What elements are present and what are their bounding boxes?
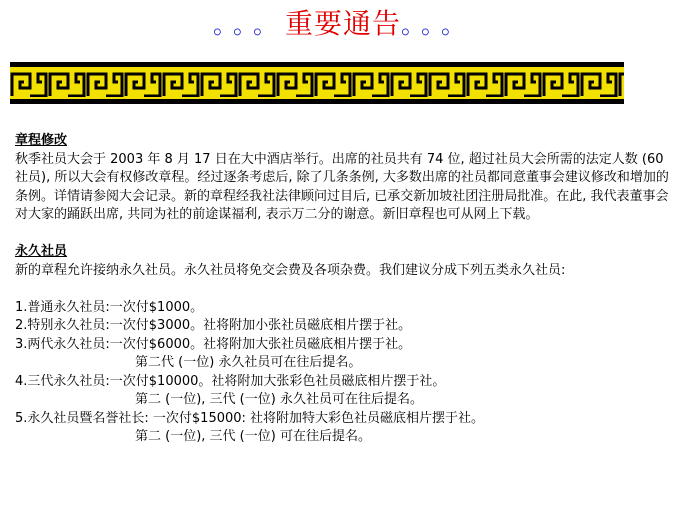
membership-item-3-note: 第二代 (一位) 永久社员可在往后提名。	[135, 355, 362, 370]
section-heading-charter: 章程修改	[15, 133, 68, 148]
spacer	[15, 225, 675, 244]
title-dots-right: 。。。	[401, 11, 473, 39]
membership-item-3: 3.两代永久社员:一次付$6000。社将附加大张社员磁底相片摆于社。	[15, 336, 412, 352]
section-heading-permanent-members: 永久社员	[15, 244, 68, 259]
section-body-charter: 秋季社员大会于 2003 年 8 月 17 日在大中酒店举行。出席的社员共有 74 位, 超过社员大会所需的法定人数 (60 社员), 所以大会有权修改章程。经过逐条考虑后, 除了几条条例, 大多数出席的社员都同意董事会建议修改和增加的条例。详情请参阅大会记录。新的章程经我社法律顾问过目后, 已承交新加坡社团注册局批准。在此, 我代表董事会对大家的踊跃出席, 共同为社的前途谋福利, 表示万二分的谢意。新旧章程也可从网上下载。	[15, 151, 669, 222]
spacer	[15, 280, 675, 299]
membership-item-4-note: 第二 (一位), 三代 (一位) 永久社员可在往后提名。	[135, 392, 423, 407]
title-text: 重要通告	[284, 7, 401, 40]
decorative-border-banner	[10, 62, 624, 104]
membership-item-2: 2.特别永久社员:一次付$3000。社将附加小张社员磁底相片摆于社。	[15, 318, 412, 333]
title-dots-left: 。。。	[212, 11, 285, 39]
membership-item-5-note: 第二 (一位), 三代 (一位) 可在往后提名。	[135, 429, 371, 444]
membership-item-5: 5.永久社员暨名誉社长: 一次付$15000: 社将附加特大彩色社员磁底相片摆于社。	[15, 410, 485, 426]
notice-content	[15, 132, 675, 447]
page-title	[0, 2, 686, 46]
membership-item-4: 4.三代永久社员:一次付$10000。社将附加大张彩色社员磁底相片摆于社。	[15, 373, 446, 389]
membership-item-1: 1.普通永久社员:一次付$1000。	[15, 299, 204, 315]
section-body-permanent-members: 新的章程允许接纳永久社员。永久社员将免交会费及各项杂费。我们建议分成下列五类永久社员:	[15, 262, 566, 278]
